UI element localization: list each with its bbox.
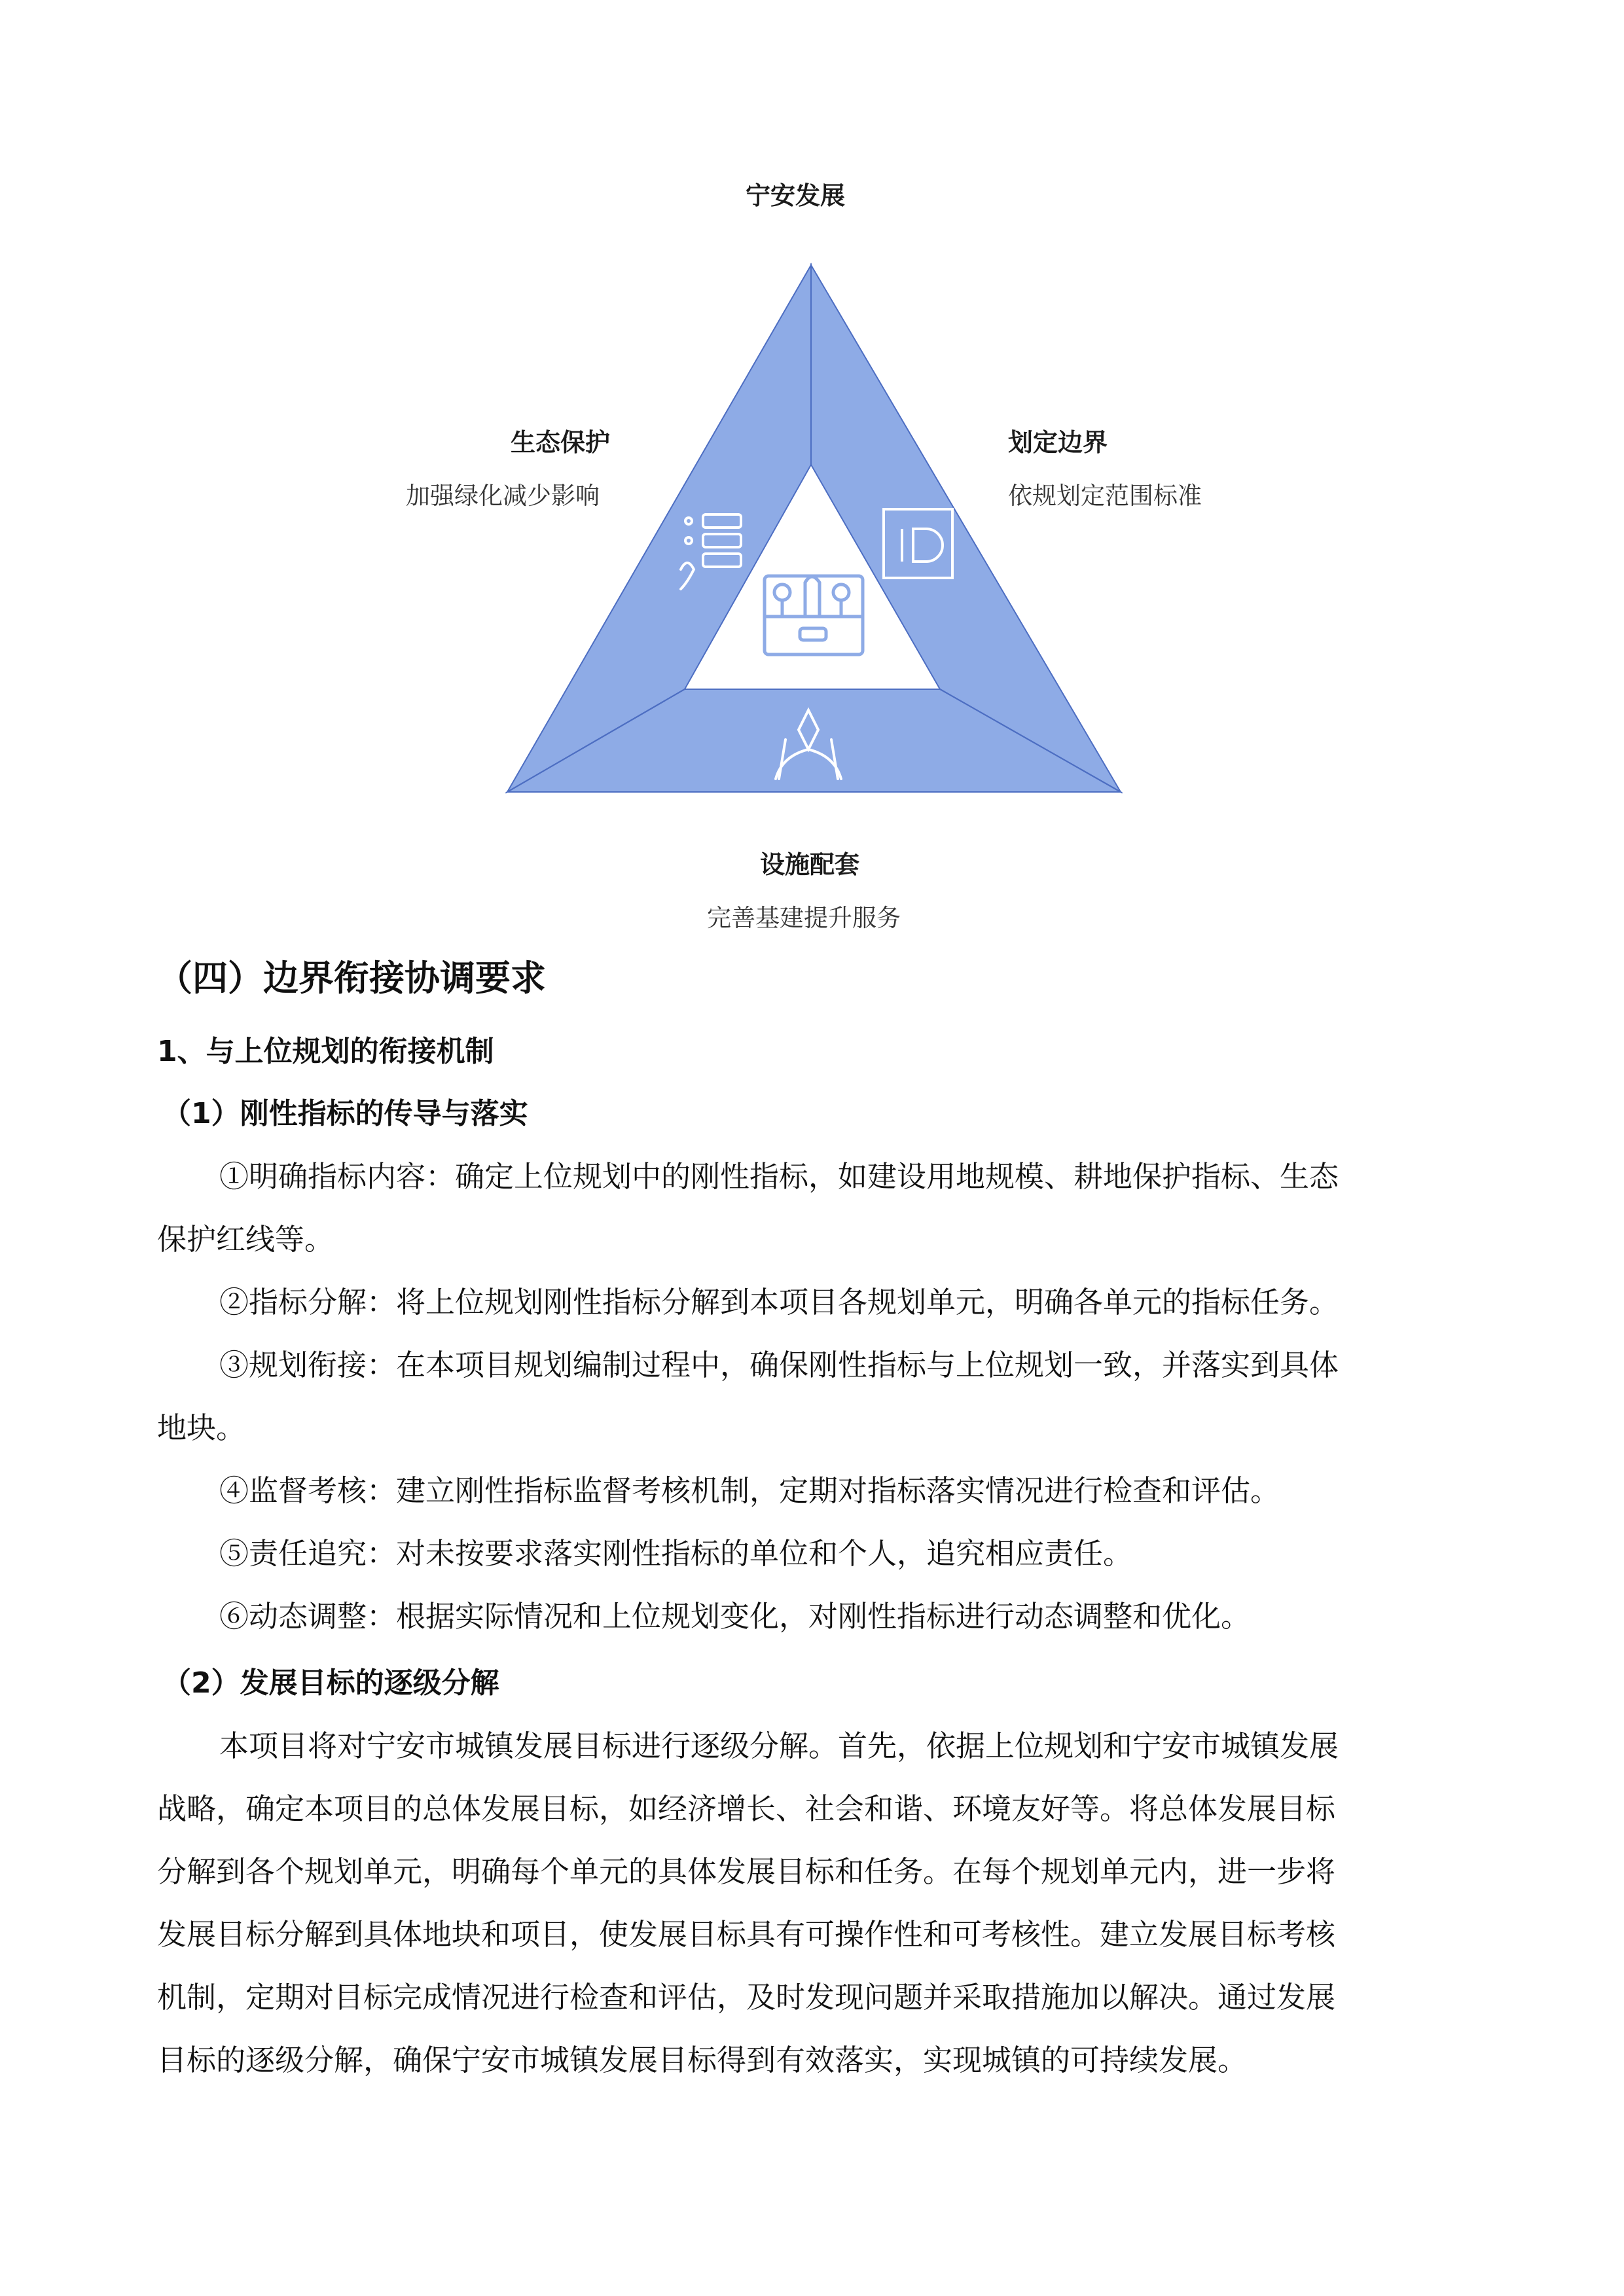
diagram-left-title: 生态保护: [511, 428, 611, 457]
item1-line-2: 保护红线等。: [157, 1222, 334, 1257]
triangle-diagram-svg: [0, 0, 1624, 956]
item1-line-5: 地块。: [157, 1410, 246, 1445]
item1-line-1: ①明确指标内容：确定上位规划中的刚性指标，如建设用地规模、耕地保护指标、生态: [219, 1159, 1339, 1194]
item1-line-6: ④监督考核：建立刚性指标监督考核机制，定期对指标落实情况进行检查和评估。: [219, 1473, 1280, 1508]
item1-heading: （1）刚性指标的传导与落实: [162, 1097, 528, 1130]
subsection-heading: 1、与上位规划的衔接机制: [157, 1035, 494, 1068]
item1-line-4: ③规划衔接：在本项目规划编制过程中，确保刚性指标与上位规划一致，并落实到具体: [219, 1348, 1339, 1382]
diagram-right-subtitle: 依规划定范围标准: [1008, 482, 1202, 510]
item2-line-2: 战略，确定本项目的总体发展目标，如经济增长、社会和谐、环境友好等。将总体发展目标: [157, 1791, 1336, 1826]
item2-line-3: 分解到各个规划单元，明确每个单元的具体发展目标和任务。在每个规划单元内，进一步将: [157, 1854, 1336, 1889]
diagram-bottom-subtitle: 完善基建提升服务: [707, 904, 901, 932]
item2-line-5: 机制，定期对目标完成情况进行检查和评估，及时发现问题并采取措施加以解决。通过发展: [157, 1980, 1336, 2015]
diagram-right-title: 划定边界: [1008, 428, 1108, 457]
section-heading: （四）边界衔接协调要求: [157, 958, 546, 999]
item2-line-4: 发展目标分解到具体地块和项目，使发展目标具有可操作性和可考核性。建立发展目标考核: [157, 1917, 1336, 1952]
diagram-bottom-title: 设施配套: [760, 850, 860, 879]
item1-line-3: ②指标分解：将上位规划刚性指标分解到本项目各规划单元，明确各单元的指标任务。: [219, 1285, 1339, 1319]
item2-line-1: 本项目将对宁安市城镇发展目标进行逐级分解。首先，依据上位规划和宁安市城镇发展: [219, 1729, 1339, 1763]
item2-line-6: 目标的逐级分解，确保宁安市城镇发展目标得到有效落实，实现城镇的可持续发展。: [157, 2043, 1248, 2077]
item1-line-8: ⑥动态调整：根据实际情况和上位规划变化，对刚性指标进行动态调整和优化。: [219, 1599, 1251, 1634]
diagram-left-subtitle: 加强绿化减少影响: [406, 482, 600, 510]
triangle-diagram: [0, 0, 1624, 956]
diagram-top-title: 宁安发展: [746, 181, 846, 210]
toolbox-icon: [765, 576, 863, 655]
item1-line-7: ⑤责任追究：对未按要求落实刚性指标的单位和个人，追究相应责任。: [219, 1536, 1133, 1571]
item2-heading: （2）发展目标的逐级分解: [162, 1666, 499, 1700]
